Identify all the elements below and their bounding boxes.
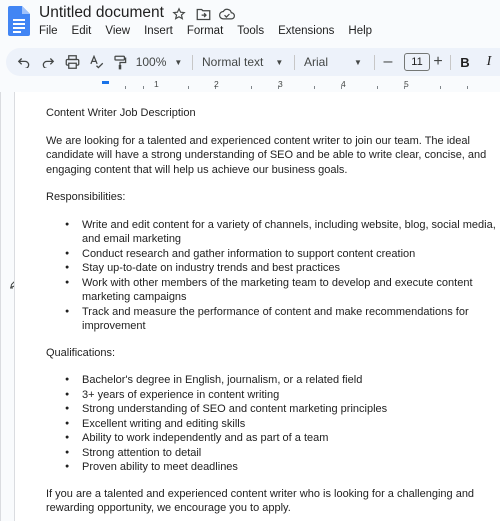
chevron-down-icon: ▼ (174, 57, 183, 67)
toolbar-divider (450, 55, 451, 70)
list-item[interactable]: ● Stay up-to-date on industry trends and best practices (46, 261, 500, 276)
list-item[interactable]: ● Conduct research and gather information to support content creation (46, 247, 500, 262)
menu-file[interactable]: File (39, 25, 58, 37)
zoom-value: 100% (135, 55, 167, 69)
ruler-tick (188, 86, 189, 89)
chevron-down-icon: ▼ (354, 57, 362, 67)
responsibilities-label[interactable]: Responsibilities: (46, 191, 126, 203)
list-item[interactable]: ● Strong understanding of SEO and content marketing principles (46, 402, 500, 417)
toolbar (6, 48, 500, 76)
list-item[interactable]: ● Track and measure the performance of content and make recommendations for improvement (46, 305, 500, 334)
menu-tools[interactable]: Tools (237, 25, 265, 37)
redo-icon[interactable] (38, 48, 58, 76)
indent-marker[interactable] (102, 81, 109, 84)
toolbar-divider (374, 55, 375, 70)
qualifications-list (46, 373, 500, 475)
italic-icon[interactable]: I (486, 54, 492, 69)
undo-icon[interactable] (14, 48, 34, 76)
document-heading[interactable]: Content Writer Job Description (46, 107, 196, 119)
font-size-input[interactable]: 11 (404, 53, 430, 71)
bold-icon[interactable]: B (460, 54, 470, 70)
list-item[interactable]: ● Strong attention to detail (46, 446, 500, 461)
docs-logo-icon[interactable] (8, 6, 30, 36)
menu-insert[interactable]: Insert (144, 25, 173, 37)
menu-extensions[interactable]: Extensions (278, 25, 335, 37)
print-icon[interactable] (62, 48, 82, 76)
toolbar-divider (192, 55, 193, 70)
list-item[interactable]: ● Ability to work independently and as part of a team (46, 431, 500, 446)
menu-edit[interactable]: Edit (71, 25, 92, 37)
list-item[interactable]: ● Proven ability to meet deadlines (46, 460, 500, 475)
ruler-tick (143, 86, 144, 89)
increase-font-size-icon[interactable]: + (433, 53, 443, 70)
paragraph-style-select[interactable] (202, 48, 288, 76)
menu-bar (39, 25, 386, 37)
menu-view[interactable]: View (105, 25, 131, 37)
font-family-select[interactable] (304, 48, 368, 76)
ruler-tick (467, 86, 468, 89)
list-item[interactable]: ● Work with other members of the marketing team to develop and execute content marketing campaigns (46, 276, 500, 305)
ruler-tick (440, 86, 441, 89)
ruler-number: 3 (278, 79, 283, 89)
menu-format[interactable]: Format (186, 25, 224, 37)
document-title[interactable]: Untitled document (39, 4, 164, 21)
ruler-number: 1 (154, 79, 159, 89)
list-item[interactable]: ● Bachelor's degree in English, journalism, or a related field (46, 373, 500, 388)
horizontal-ruler[interactable] (14, 78, 500, 92)
decrease-font-size-icon[interactable]: – (383, 53, 393, 70)
closing-paragraph[interactable]: If you are a talented and experienced content writer who is looking for a challenging and rewarding opportunity, we encourage you to apply. (46, 487, 475, 514)
ruler-tick (377, 86, 378, 89)
zoom-select[interactable] (136, 48, 182, 76)
paint-format-icon[interactable] (110, 48, 130, 76)
ruler-number: 4 (341, 79, 346, 89)
document-body[interactable] (46, 106, 500, 521)
font-value: Arial (304, 55, 329, 69)
ruler-tick (251, 86, 252, 89)
title-bar (0, 0, 500, 46)
ruler-tick (314, 86, 315, 89)
list-item[interactable]: ● Excellent writing and editing skills (46, 417, 500, 432)
style-value: Normal text (202, 55, 264, 69)
chevron-down-icon: ▼ (275, 57, 284, 67)
ruler-number: 5 (404, 79, 409, 89)
document-page[interactable] (14, 92, 500, 521)
move-folder-icon[interactable] (194, 6, 212, 22)
toolbar-divider (294, 55, 295, 70)
ruler-number: 2 (214, 79, 219, 89)
list-item[interactable]: ● Write and edit content for a variety of channels, including website, blog, social media, and email marketing (46, 218, 500, 247)
spellcheck-icon[interactable] (86, 48, 106, 76)
intro-paragraph[interactable]: We are looking for a talented and experienced content writer to join our team. The ideal candidate will have a strong understanding of SEO and be able to write clear, concise, and engaging content that will help us achieve our business goals. (46, 134, 487, 176)
list-item[interactable]: ● 3+ years of experience in content writing (46, 388, 500, 403)
qualifications-label[interactable]: Qualifications: (46, 346, 116, 359)
responsibilities-list (46, 218, 500, 334)
vertical-ruler (0, 92, 1, 521)
star-icon[interactable] (170, 6, 188, 22)
cloud-status-icon[interactable] (218, 6, 236, 22)
menu-help[interactable]: Help (348, 25, 373, 37)
ruler-tick (125, 86, 126, 89)
